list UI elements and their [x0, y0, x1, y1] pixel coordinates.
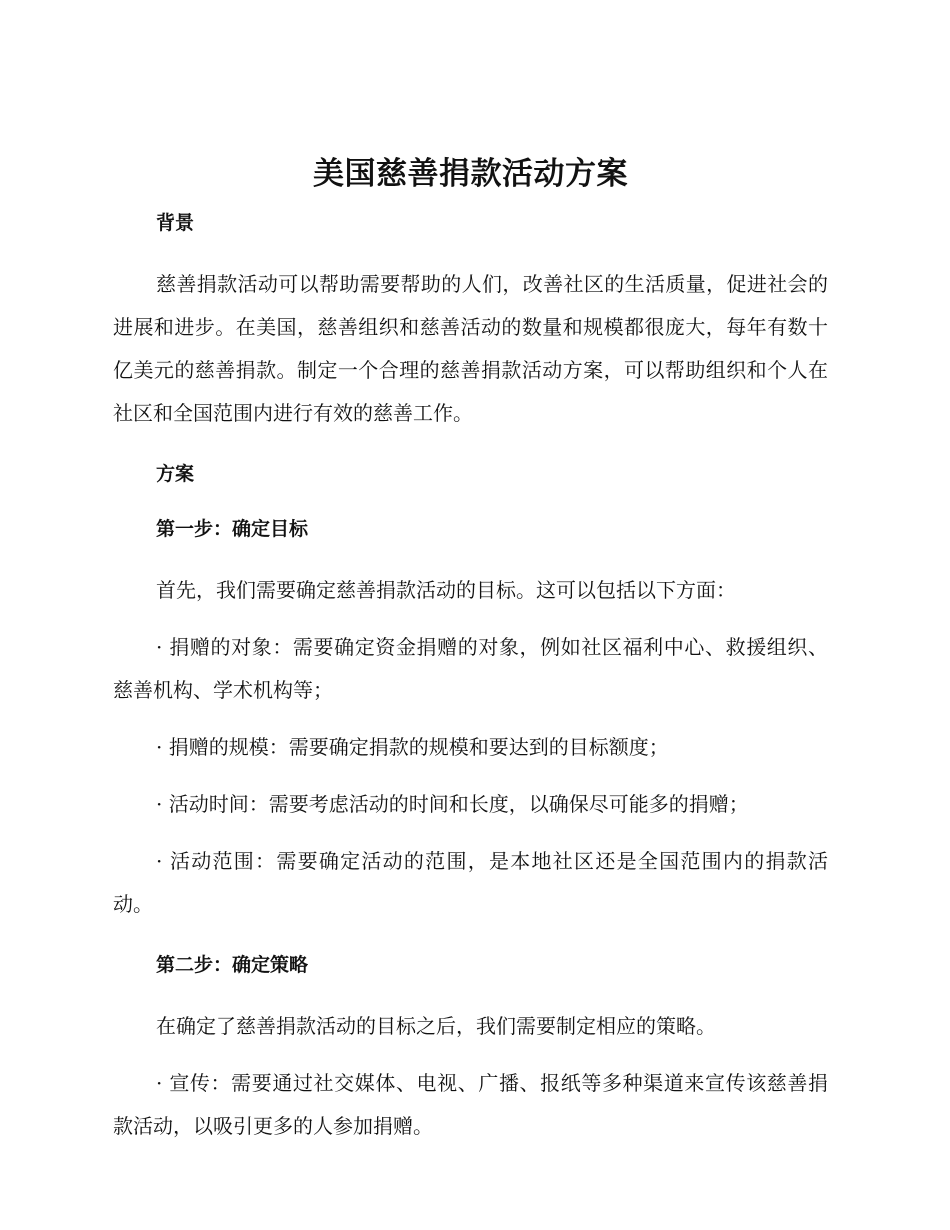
- section-heading-step-one: 第一步：确定目标: [156, 518, 309, 540]
- bullet-publicity: · 宣传：需要通过社交媒体、电视、广播、报纸等多种渠道来宣传该慈善捐款活动，以吸引更多的人参加捐赠。: [113, 1071, 828, 1138]
- bullet-activity-scope: · 活动范围：需要确定活动的范围，是本地社区还是全国范围内的捐款活动。: [113, 849, 828, 916]
- bullet-donation-scale: · 捐赠的规模：需要确定捐款的规模和要达到的目标额度；: [156, 735, 669, 759]
- paragraph-step-two-intro: 在确定了慈善捐款活动的目标之后，我们需要制定相应的策略。: [156, 1014, 716, 1038]
- section-heading-background: 背景: [156, 212, 195, 234]
- section-heading-step-two: 第二步：确定策略: [156, 954, 309, 976]
- document-title: 美国慈善捐款活动方案: [313, 156, 628, 192]
- section-heading-plan: 方案: [156, 463, 195, 485]
- paragraph-background: 慈善捐款活动可以帮助需要帮助的人们，改善社区的生活质量，促进社会的进展和进步。在美国，慈善组织和慈善活动的数量和规模都很庞大，每年有数十亿美元的慈善捐款。制定一个合理的慈善捐款活动方案，可以帮助组织和个人在社区和全国范围内进行有效的慈善工作。: [113, 272, 828, 425]
- bullet-activity-time: · 活动时间：需要考虑活动的时间和长度，以确保尽可能多的捐赠；: [156, 792, 749, 816]
- paragraph-step-one-intro: 首先，我们需要确定慈善捐款活动的目标。这可以包括以下方面：: [156, 578, 736, 602]
- bullet-donation-target: · 捐赠的对象：需要确定资金捐赠的对象，例如社区福利中心、救援组织、慈善机构、学术机构等；: [113, 635, 828, 702]
